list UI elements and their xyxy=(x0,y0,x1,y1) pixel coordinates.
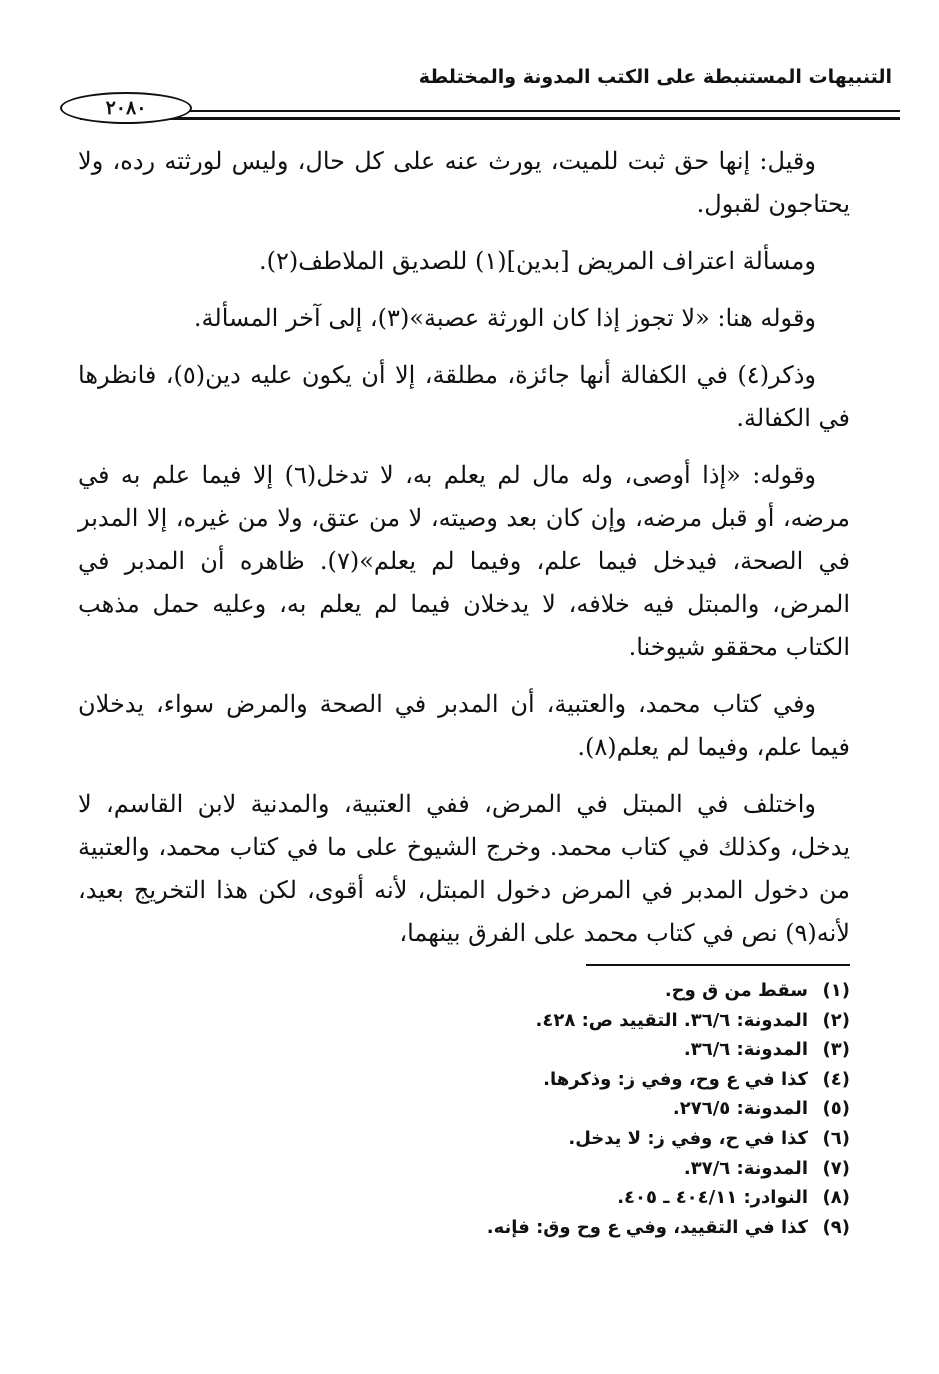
header-rule-double xyxy=(80,117,900,120)
footnote xyxy=(300,1213,850,1243)
footnote-number: (٢) xyxy=(822,1009,850,1031)
footnote-text: كذا في التقييد، وفي ع وح وق: فإنه. xyxy=(486,1216,808,1238)
footnotes xyxy=(300,976,850,1242)
paragraph: وقيل: إنها حق ثبت للميت، يورث عنه على كل حال، وليس لورثته رده، ولا يحتاجون لقبول. xyxy=(78,147,850,218)
footnote-separator xyxy=(586,964,850,966)
footnote-text: كذا في ح، وفي ز: لا يدخل. xyxy=(568,1127,808,1149)
footnote xyxy=(300,1124,850,1154)
paragraph: وقوله هنا: «لا تجوز إذا كان الورثة عصبة»(٣)، إلى آخر المسألة. xyxy=(193,304,816,332)
book-title: التنبيهات المستنبطة على الكتب المدونة والمختلطة xyxy=(418,66,892,88)
paragraph: وقوله: «إذا أوصى، وله مال لم يعلم به، لا تدخل(٦) إلا فيما علم به في مرضه، أو قبل مرضه، وإن كان بعد وصيته، لا من عتق، ولا من غيره، إلا المدبر في الصحة، فيدخل فيما علم، وفيما لم يعلم»(٧). ظاهره أن المدبر في المرض، والمبتل فيه خلافه، لا يدخلان فيما لم يعلم به، وعليه حمل مذهب الكتاب محققو شيوخنا. xyxy=(78,461,850,661)
footnote-text: النوادر: ٤٠٤/١١ ـ ٤٠٥. xyxy=(617,1187,808,1209)
paragraph: وفي كتاب محمد، والعتبية، أن المدبر في الصحة والمرض سواء، يدخلان فيما علم، وفيما لم يعلم(٨). xyxy=(78,690,850,761)
footnote-text: المدونة: ٣٦/٦. xyxy=(683,1039,808,1061)
footnote xyxy=(300,976,850,1006)
footnote-number: (٤) xyxy=(822,1068,850,1090)
footnote xyxy=(300,1094,850,1124)
footnote-text: كذا في ع وح، وفي ز: وذكرها. xyxy=(543,1068,808,1090)
footnote xyxy=(300,1065,850,1095)
footnote-number: (٩) xyxy=(822,1216,850,1238)
paragraph: واختلف في المبتل في المرض، ففي العتبية، والمدنية لابن القاسم، لا يدخل، وكذلك في كتاب محمد. وخرج الشيوخ على ما في كتاب محمد، والعتبية من دخول المدبر في المرض دخول المبتل، لأنه أقوى، لكن هذا التخريج بعيد، لأنه(٩) نص في كتاب محمد على الفرق بينهما، xyxy=(78,790,850,947)
paragraph: ومسألة اعتراف المريض [بدين](١) للصديق الملاطف(٢). xyxy=(259,247,816,275)
header-rule xyxy=(80,110,900,112)
footnote-number: (٣) xyxy=(822,1039,850,1061)
footnote xyxy=(300,1183,850,1213)
footnote-text: المدونة: ٣٦/٦. التقييد ص: ٤٢٨. xyxy=(535,1009,808,1031)
footnote-number: (١) xyxy=(822,980,850,1001)
footnote-text: سقط من ق وح. xyxy=(664,980,808,1001)
page-number: ٢٠٨٠ xyxy=(60,92,192,124)
footnote-number: (٥) xyxy=(822,1098,850,1120)
footnote xyxy=(300,1154,850,1184)
footnote-text: المدونة: ٣٧/٦. xyxy=(683,1157,808,1179)
footnote-number: (٨) xyxy=(822,1187,850,1209)
running-header xyxy=(60,62,900,152)
footnote-number: (٦) xyxy=(822,1127,850,1149)
main-text xyxy=(78,140,850,969)
footnote-number: (٧) xyxy=(822,1157,850,1179)
paragraph: وذكر(٤) في الكفالة أنها جائزة، مطلقة، إلا أن يكون عليه دين(٥)، فانظرها في الكفالة. xyxy=(78,361,850,432)
footnote-text: المدونة: ٢٧٦/٥. xyxy=(672,1098,808,1120)
footnote xyxy=(300,1035,850,1065)
footnote xyxy=(300,1006,850,1036)
